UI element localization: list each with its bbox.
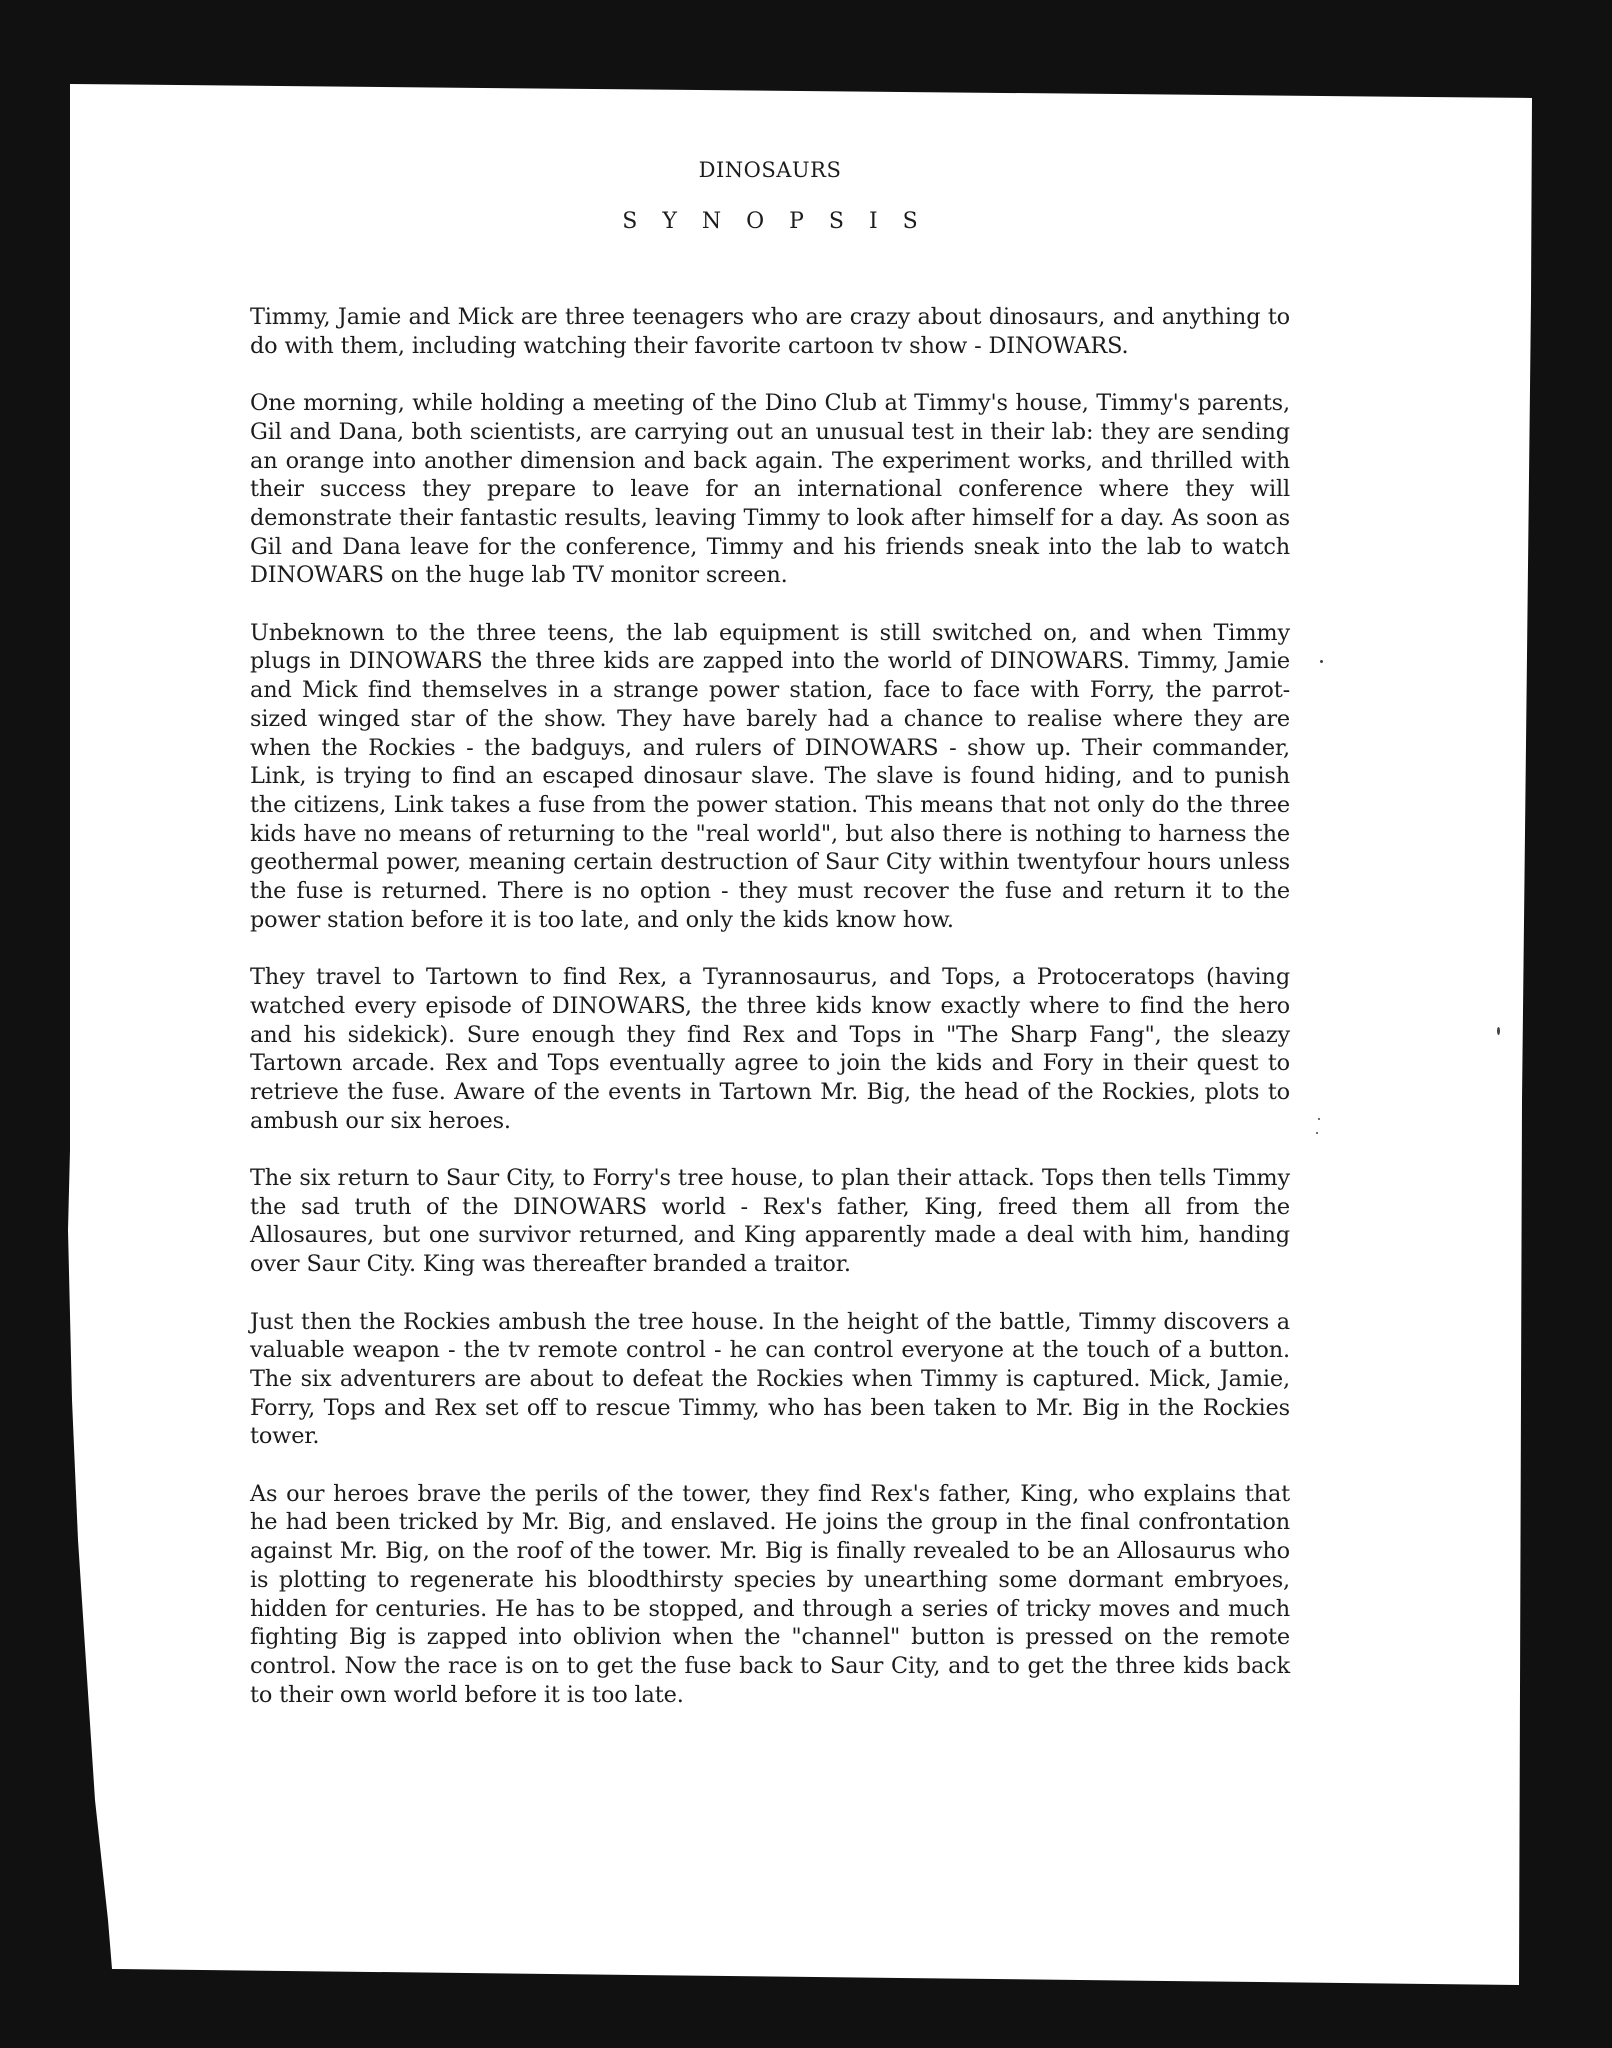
paragraph: Just then the Rockies ambush the tree house. In the height of the battle, Timmy discovers a valuable weapon - the tv remote control - he can control everyone at the touch of a button. The six adventurers are about to defeat the Rockies when Timmy is captured. Mick, Jamie, Forry, Tops and Rex set off to rescue Timmy, who has been taken to Mr. Big in the Rockies tower.	[250, 1308, 1290, 1450]
document-title: DINOSAURS	[698, 158, 842, 182]
scan-speck	[1316, 1132, 1318, 1134]
synopsis-body	[250, 303, 1290, 1709]
paragraph: One morning, while holding a meeting of the Dino Club at Timmy's house, Timmy's parents, Gil and Dana, both scientists, are carrying out an unusual test in their lab: they are sending an orange into another dimension and back again. The experiment works, and thrilled with their success they prepare to leave for an international conference where they will demonstrate their fantastic results, leaving Timmy to look after himself for a day. As soon as Gil and Dana leave for the conference, Timmy and his friends sneak into the lab to watch DINOWARS on the huge lab TV monitor screen.	[250, 390, 1290, 589]
paragraph: The six return to Saur City, to Forry's tree house, to plan their attack. Tops then tells Timmy the sad truth of the DINOWARS world - Rex's father, King, freed them all from the Allosaures, but one survivor returned, and King apparently made a deal with him, handing over Saur City. King was thereafter branded a traitor.	[250, 1165, 1290, 1278]
paragraph: They travel to Tartown to find Rex, a Tyrannosaurus, and Tops, a Protoceratops (having watched every episode of DINOWARS, the three kids know exactly where to find the hero and his sidekick). Sure enough they find Rex and Tops in "The Sharp Fang", the sleazy Tartown arcade. Rex and Tops eventually agree to join the kids and Fory in their quest to retrieve the fuse. Aware of the events in Tartown Mr. Big, the head of the Rockies, plots to ambush our six heroes.	[250, 964, 1290, 1134]
paragraph: As our heroes brave the perils of the tower, they find Rex's father, King, who explains that he had been tricked by Mr. Big, and enslaved. He joins the group in the final confrontation against Mr. Big, on the roof of the tower. Mr. Big is finally revealed to be an Allosaurus who is plotting to regenerate his bloodthirsty species by unearthing some dormant embryoes, hidden for centuries. He has to be stopped, and through a series of tricky moves and much fighting Big is zapped into oblivion when the "channel" button is pressed on the remote control. Now the race is on to get the fuse back to Saur City, and to get the three kids back to their own world before it is too late.	[250, 1480, 1290, 1708]
document-subtitle: S Y N O P S I S	[622, 209, 927, 234]
paragraph: Unbeknown to the three teens, the lab equipment is still switched on, and when Timmy plugs in DINOWARS the three kids are zapped into the world of DINOWARS. Timmy, Jamie and Mick find themselves in a strange power station, face to face with Forry, the parrot-sized winged star of the show. They have barely had a chance to realise where they are when the Rockies - the badguys, and rulers of DINOWARS - show up. Their commander, Link, is trying to find an escaped dinosaur slave. The slave is found hiding, and to punish the citizens, Link takes a fuse from the power station. This means that not only do the three kids have no means of returning to the "real world", but also there is nothing to harness the geothermal power, meaning certain destruction of Saur City within twentyfour hours unless the fuse is returned. There is no option - they must recover the fuse and return it to the power station before it is too late, and only the kids know how.	[250, 619, 1290, 933]
paragraph: Timmy, Jamie and Mick are three teenagers who are crazy about dinosaurs, and anything to do with them, including watching their favorite cartoon tv show - DINOWARS.	[250, 304, 1290, 359]
document	[250, 150, 1290, 1738]
scan-speck	[1497, 1027, 1500, 1035]
scan-speck	[1318, 1118, 1320, 1120]
scan-speck	[1320, 660, 1323, 663]
